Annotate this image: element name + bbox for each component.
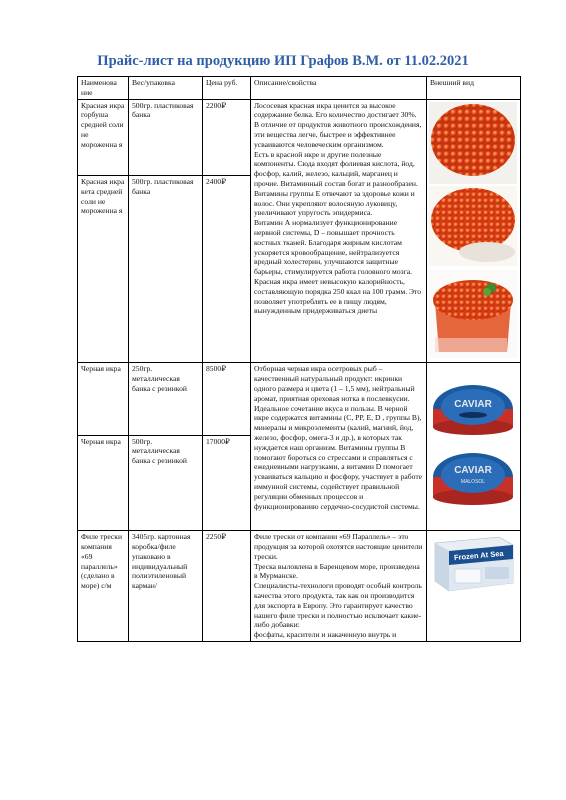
product-name: Черная икра (78, 435, 129, 531)
caviar-brand-2: CAVIAR (454, 465, 492, 477)
product-price: 17000₽ (203, 435, 251, 531)
product-price: 2250₽ (203, 531, 251, 642)
product-price: 2400₽ (203, 175, 251, 362)
caviar-brand-1: CAVIAR (454, 399, 492, 411)
header-name: Наименова ние (78, 77, 129, 100)
cod-description: Филе трески от компании «69 Параллель» – это продукция за которой охотятся настоящие ценители трески. Треска выловлена в Баренцевом море, произведена в Мурманске. Специалисты-технологи проводят особый контроль качества этого продукта, так как он производится для экспорта в Европу. Это гарантирует качество нашего филе трески и полностью исключает какие-либо добавки: фосфаты, красители и накаченную внутрь и (251, 531, 427, 642)
cod-image (427, 531, 521, 642)
header-price: Цена руб. (203, 77, 251, 100)
caviar-can-photo (429, 365, 517, 525)
black-caviar-images (427, 363, 521, 531)
product-weight: 500гр. пластиковая банка (129, 175, 203, 362)
red-caviar-description: Лососевая красная икра ценится за высокое содержание белка. Его количество достигает 30%. В отличие от продуктов животного происхождения, эти вещества легче, быстрее и эффективнее усваиваются человеческим организмом. Есть в красной икре и другие полезные компоненты. Сюда входят фолиевая кислота, йод, фосфор, калий, железо, кальций, марганец и прочие. Витаминный состав богат и разнообразен. Витамины группы Е отвечают за здоровье кожи и волос. Они укрепляют волосяную луковицу, увеличивают упругость эпидермиса. Витамин А нормализует функционирование нервной системы, D – повышает прочность костных тканей. Благодаря жирным кислотам ускоряется кровообращение, нейтрализуется вредный холестерин, улучшаются защитные барьеры, стимулируется работа головного мозга. Красная икра имеет невысокую калорийность, составляющую порядка 250 ккал на 100 грамм. Это позволяет употреблять ее в пищу людям, вынужденным придерживаться диеты (251, 99, 427, 363)
product-price: 2200₽ (203, 99, 251, 175)
caviar-sub-2: MALOSOL (460, 479, 486, 486)
frozen-brand-text: Frozen At Sea (453, 549, 504, 563)
product-name: Филе трески компания «69 параллель» (сделано в море) с/м (78, 531, 129, 642)
black-caviar-description: Отборная черная икра осетровых рыб – качественный натуральный продукт: икринки одного размера и цвета (1 – 1,5 мм), нейтральный аромат, приятная ореховая нотка в послевкусии. Идеальное сочетание вкуса и пользы. В черной икре содержатся витамины (C, PP, E, D , группы В), минералы и микроэлементы (калий, магний, йод, железо, фосфор, омега-3 и др.), в которых так нуждается наш организм. Витамины группы В помогают бороться со стрессами и справляться с ежедневными нагрузками, а витамин D помогает усваиваться кальцию и фосфору, участвует в работе иммунной системы, содействует правильной регуляции обменных процессов и функционированию сердечно-сосудистой системы. (251, 363, 427, 531)
frozen-cod-box-photo (429, 533, 517, 595)
product-price: 8500₽ (203, 363, 251, 435)
table-row (78, 99, 521, 175)
header-appearance: Внешний вид (427, 77, 521, 100)
document-title: Прайс-лист на продукцию ИП Графов В.М. от 11.02.2021 (97, 53, 469, 69)
product-name: Черная икра (78, 363, 129, 435)
red-caviar-photo (429, 102, 517, 358)
product-weight: 3405гр. картонная коробка/филе упаковано в индивидуальный полиэтиленовый карман/ (129, 531, 203, 642)
table-row (78, 531, 521, 642)
product-weight: 500гр. пластиковая банка (129, 99, 203, 175)
product-weight: 500гр. металлическая банка с резинкой (129, 435, 203, 531)
product-weight: 250гр. металлическая банка с резинкой (129, 363, 203, 435)
price-table (77, 76, 521, 642)
red-caviar-images (427, 99, 521, 363)
product-name: Красная икра кета средней соли не мороженна я (78, 175, 129, 362)
header-weight: Вес/упаковка (129, 77, 203, 100)
table-row (78, 363, 521, 435)
product-name: Красная икра горбуша средней соли не мороженна я (78, 99, 129, 175)
table-header-row (78, 77, 521, 100)
header-description: Описание/свойства (251, 77, 427, 100)
